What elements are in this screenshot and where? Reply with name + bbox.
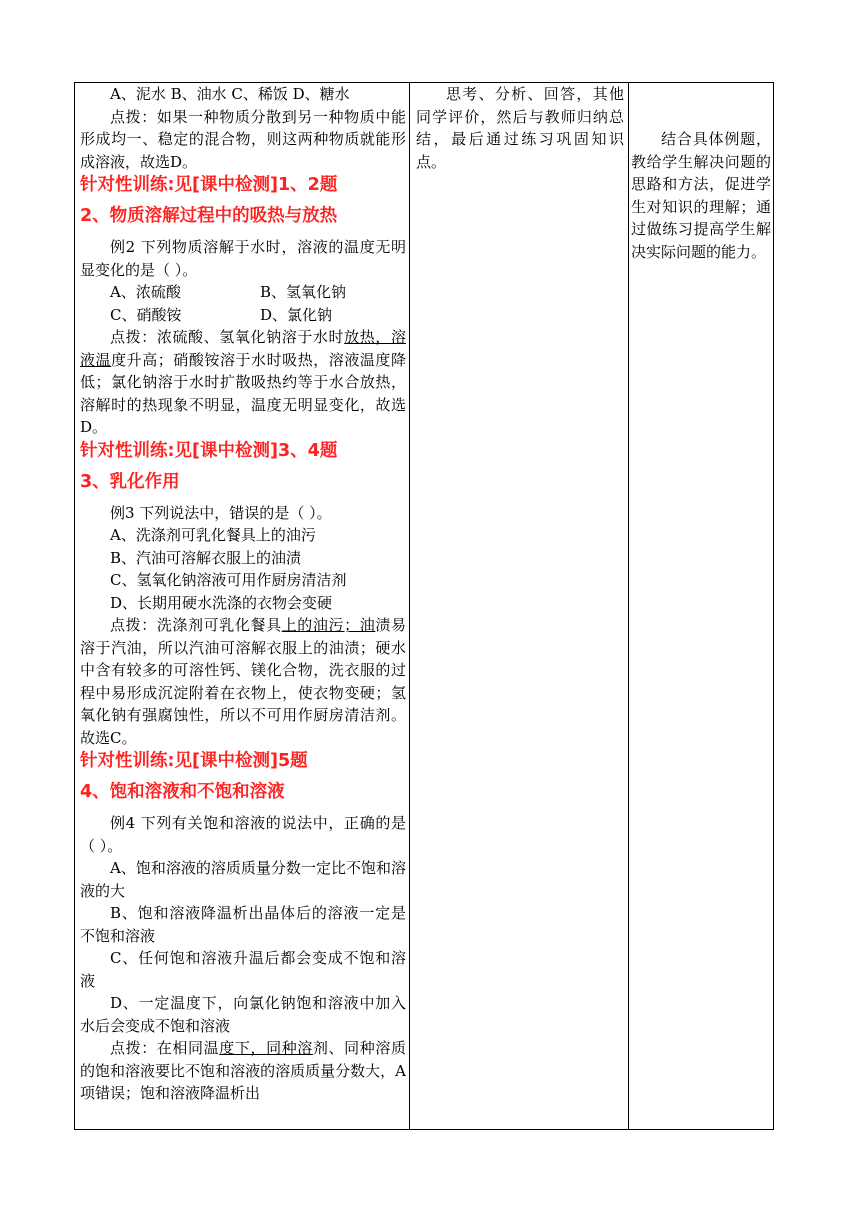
training-note-3: 针对性训练:见[课中检测]5题 bbox=[80, 751, 308, 771]
example4-tip bbox=[80, 1037, 406, 1105]
example2-option-d: D、氯化钠 bbox=[260, 305, 333, 324]
example1-tip: 点拨：如果一种物质分散到另一种物质中能形成均一、稳定的混合物，则这两种物质就能形成溶液，故选D。 bbox=[80, 107, 406, 171]
example4-question: 例4 下列有关饱和溶液的说法中，正确的是（ ）。 bbox=[80, 814, 406, 855]
example3-tip-part2: 渍易溶于汽油，所以汽油可溶解衣服上的油渍；硬水中含有较多的可溶性钙、镁化合物，洗衣服的过程中易形成沉淀附着在衣物上，使衣物变硬；氢氧化钠有强腐蚀性，所以不可用作厨房清洁剂。故选C。 bbox=[80, 616, 406, 747]
example4-option-a: A、饱和溶液的溶质质量分数一定比不饱和溶液的大 bbox=[80, 859, 406, 900]
example2-option-a: A、浓硫酸 bbox=[110, 283, 181, 301]
example3-tip-part1: 点拨：洗涤剂可乳化餐具 bbox=[110, 616, 282, 634]
example2-tip-part1: 点拨：浓硫酸、氢氧化钠溶于水时 bbox=[110, 328, 345, 346]
example2-tip bbox=[80, 326, 406, 439]
section-heading-3: 3、乳化作用 bbox=[80, 471, 180, 492]
example4-tip-underlined: 度下，同种溶 bbox=[219, 1039, 313, 1057]
column-divider bbox=[409, 83, 410, 1129]
student-activity-column bbox=[416, 83, 624, 173]
example2-options-row2 bbox=[80, 304, 406, 327]
example3-option-a: A、洗涤剂可乳化餐具上的油污 bbox=[110, 526, 316, 544]
design-intent-text: 结合具体例题，教给学生解决问题的思路和方法，促进学生对知识的理解；通过做练习提高学生解决实际问题的能力。 bbox=[631, 130, 771, 261]
teaching-content-column bbox=[80, 83, 406, 1105]
student-activity-text: 思考、分析、回答，其他同学评价，然后与教师归纳总结，最后通过练习巩固知识点。 bbox=[416, 85, 624, 171]
example3-tip-underlined: 上的油污；油 bbox=[281, 616, 376, 634]
lesson-table bbox=[74, 82, 774, 1130]
example2-question: 例2 下列物质溶解于水时，溶液的温度无明显变化的是（ ）。 bbox=[80, 238, 406, 279]
example3-option-b: B、汽油可溶解衣服上的油渍 bbox=[110, 548, 302, 567]
design-intent-column bbox=[631, 128, 771, 263]
example3-option-d: D、长期用硬水洗涤的衣物会变硬 bbox=[110, 593, 333, 612]
column-divider bbox=[628, 83, 629, 1129]
example3-tip bbox=[80, 614, 406, 749]
example2-tip-part2: 度升高；硝酸铵溶于水时吸热，溶液温度降低；氯化钠溶于水时扩散吸热约等于水合放热，溶解时的热现象不明显，温度无明显变化，故选D。 bbox=[80, 350, 406, 436]
example4-option-b: B、饱和溶液降温析出晶体后的溶液一定是不饱和溶液 bbox=[80, 904, 406, 945]
section-heading-4: 4、饱和溶液和不饱和溶液 bbox=[80, 782, 285, 802]
training-note-1: 针对性训练:见[课中检测]1、2题 bbox=[80, 175, 338, 195]
example3-question: 例3 下列说法中，错误的是（ ）。 bbox=[110, 503, 332, 522]
example2-option-b: B、氢氧化钠 bbox=[260, 283, 347, 301]
example2-options-row1 bbox=[80, 281, 406, 304]
section-heading-2: 2、物质溶解过程中的吸热与放热 bbox=[80, 206, 338, 226]
example3-option-c: C、氢氧化钠溶液可用作厨房清洁剂 bbox=[110, 571, 347, 589]
example4-tip-part1: 点拨：在相同温 bbox=[110, 1039, 220, 1057]
example2-tip-underlined: 放热，溶液温 bbox=[80, 328, 406, 369]
example2-option-c: C、硝酸铵 bbox=[110, 305, 182, 324]
example1-options: A、泥水 B、油水 C、稀饭 D、糖水 bbox=[110, 85, 350, 103]
example4-option-d: D、一定温度下，向氯化钠饱和溶液中加入水后会变成不饱和溶液 bbox=[80, 994, 406, 1035]
example4-tip-part2: 剂、同种溶质的饱和溶液要比不饱和溶液的溶质质量分数大，A项错误；饱和溶液降温析出 bbox=[80, 1039, 406, 1102]
example4-option-c: C、任何饱和溶液升温后都会变成不饱和溶液 bbox=[80, 949, 406, 990]
training-note-2: 针对性训练:见[课中检测]3、4题 bbox=[80, 440, 338, 461]
